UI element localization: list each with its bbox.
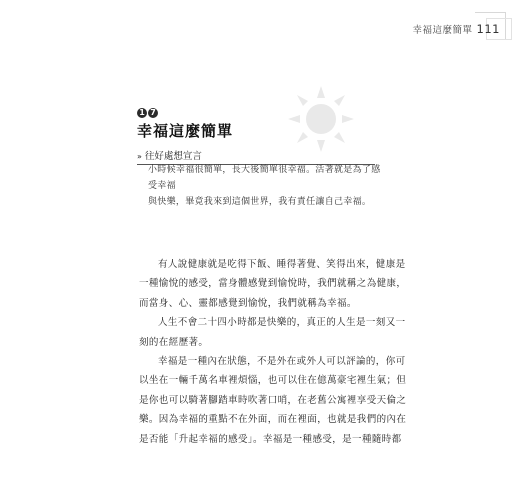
double-arrow-icon: »	[137, 152, 142, 161]
chapter-number-digit: 1	[137, 108, 147, 118]
sun-icon	[286, 84, 356, 154]
chapter-number-badge	[137, 108, 233, 118]
body-line: 樂。因為幸福的重點不在外面，而在裡面，也就是我們的內在	[139, 414, 407, 426]
body-line: 是你也可以騎著腳踏車時吹著口哨，在老舊公寓裡享受天倫之	[139, 394, 407, 406]
body-line: 有人說健康就是吃得下飯、睡得著覺、笑得出來，健康是	[158, 259, 406, 270]
body-line: 是否能「升起幸福的感受」。幸福是一種感受，是一種隨時都	[139, 433, 402, 445]
quote-line: 與快樂，畢竟我來到這個世界，我有責任讓自己幸福。	[148, 197, 372, 207]
subheading-text: 往好處想宣言	[144, 151, 202, 162]
page-number: 111	[476, 22, 500, 36]
running-header-title: 幸福這麼簡單	[412, 25, 473, 36]
chapter-title: 幸福這麼簡單	[137, 122, 234, 140]
body-line: 幸福是一種內在狀態，不是外在或外人可以評論的，你可	[158, 356, 406, 368]
body-line: 以坐在一輛千萬名車裡煩惱，也可以住在億萬豪宅裡生氣；但	[139, 375, 407, 387]
body-line: 而當身、心、靈都感覺到愉悅，我們就稱為幸福。	[139, 297, 357, 309]
running-header	[413, 22, 500, 36]
quote-line: 小時候幸福很簡單，長大後簡單很幸福。活著就是為了感受幸福	[148, 165, 381, 191]
body-line: 刻的在經歷著。	[139, 336, 209, 348]
body-text	[139, 255, 407, 449]
chapter-number-digit: 7	[148, 108, 158, 118]
chapter-heading	[137, 108, 233, 141]
body-line: 人生不會二十四小時都是快樂的，真正的人生是一刻又一	[158, 317, 406, 329]
epigraph-quote	[148, 162, 388, 210]
body-line: 一種愉悅的感受，當身體感覺到愉悅時，我們就稱之為健康，	[139, 278, 407, 290]
